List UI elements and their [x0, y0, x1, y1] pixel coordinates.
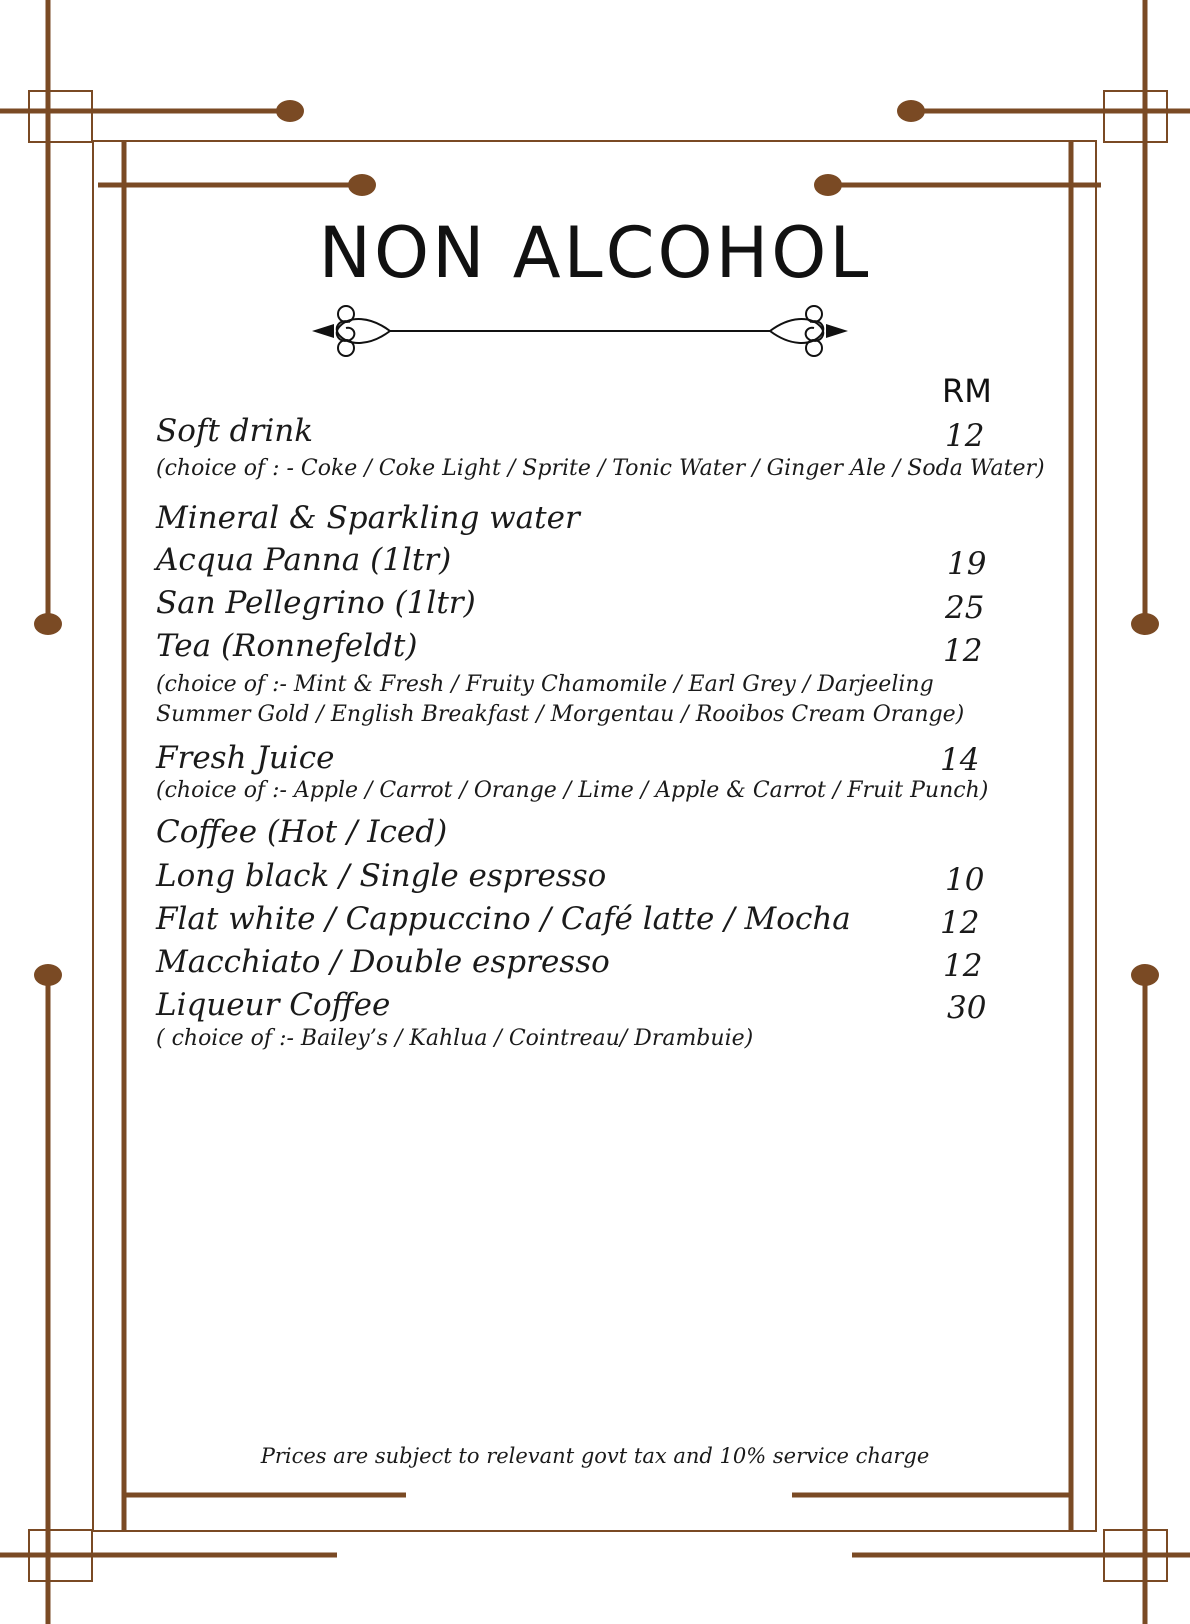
item-soft-drink-price: 12 [945, 418, 985, 454]
item-tea-note-line2: Summer Gold / English Breakfast / Morgentau / Rooibos Cream Orange) [156, 702, 965, 727]
item-macchiato-name: Macchiato / Double espresso [156, 944, 610, 980]
item-fresh-juice-name: Fresh Juice [156, 740, 335, 776]
item-macchiato-price: 12 [943, 948, 983, 984]
item-fresh-juice-price: 14 [940, 742, 980, 778]
section-coffee: Coffee (Hot / Iced) [156, 814, 448, 850]
flourish-divider-icon [310, 296, 850, 366]
footer-disclaimer: Prices are subject to relevant govt tax and 10% service charge [260, 1444, 930, 1468]
item-flat-white-price: 12 [940, 905, 980, 941]
section-water: Mineral & Sparkling water [156, 500, 580, 536]
item-long-black-name: Long black / Single espresso [156, 858, 607, 894]
item-tea-note-line1: (choice of :- Mint & Fresh / Fruity Chamomile / Earl Grey / Darjeeling [156, 672, 934, 697]
item-soft-drink-name: Soft drink [156, 413, 314, 449]
item-soft-drink-note: (choice of : - Coke / Coke Light / Sprite / Tonic Water / Ginger Ale / Soda Water) [156, 456, 1045, 481]
item-flat-white-name: Flat white / Cappuccino / Café latte / Mocha [156, 901, 851, 937]
item-acqua-panna-price: 19 [947, 546, 987, 582]
item-san-pellegrino-price: 25 [945, 590, 985, 626]
item-tea-name: Tea (Ronnefeldt) [156, 628, 418, 664]
item-fresh-juice-note: (choice of :- Apple / Carrot / Orange / Lime / Apple & Carrot / Fruit Punch) [156, 778, 989, 803]
item-liqueur-coffee-name: Liqueur Coffee [156, 987, 391, 1023]
item-liqueur-coffee-note: ( choice of :- Bailey’s / Kahlua / Cointreau/ Drambuie) [156, 1026, 754, 1051]
item-liqueur-coffee-price: 30 [947, 990, 987, 1026]
item-acqua-panna-name: Acqua Panna (1ltr) [156, 542, 452, 578]
currency-label: RM [942, 372, 992, 410]
page-title: NON ALCOHOL [318, 212, 872, 294]
item-san-pellegrino-name: San Pellegrino (1ltr) [156, 585, 476, 621]
item-tea-price: 12 [943, 633, 983, 669]
item-long-black-price: 10 [945, 862, 985, 898]
